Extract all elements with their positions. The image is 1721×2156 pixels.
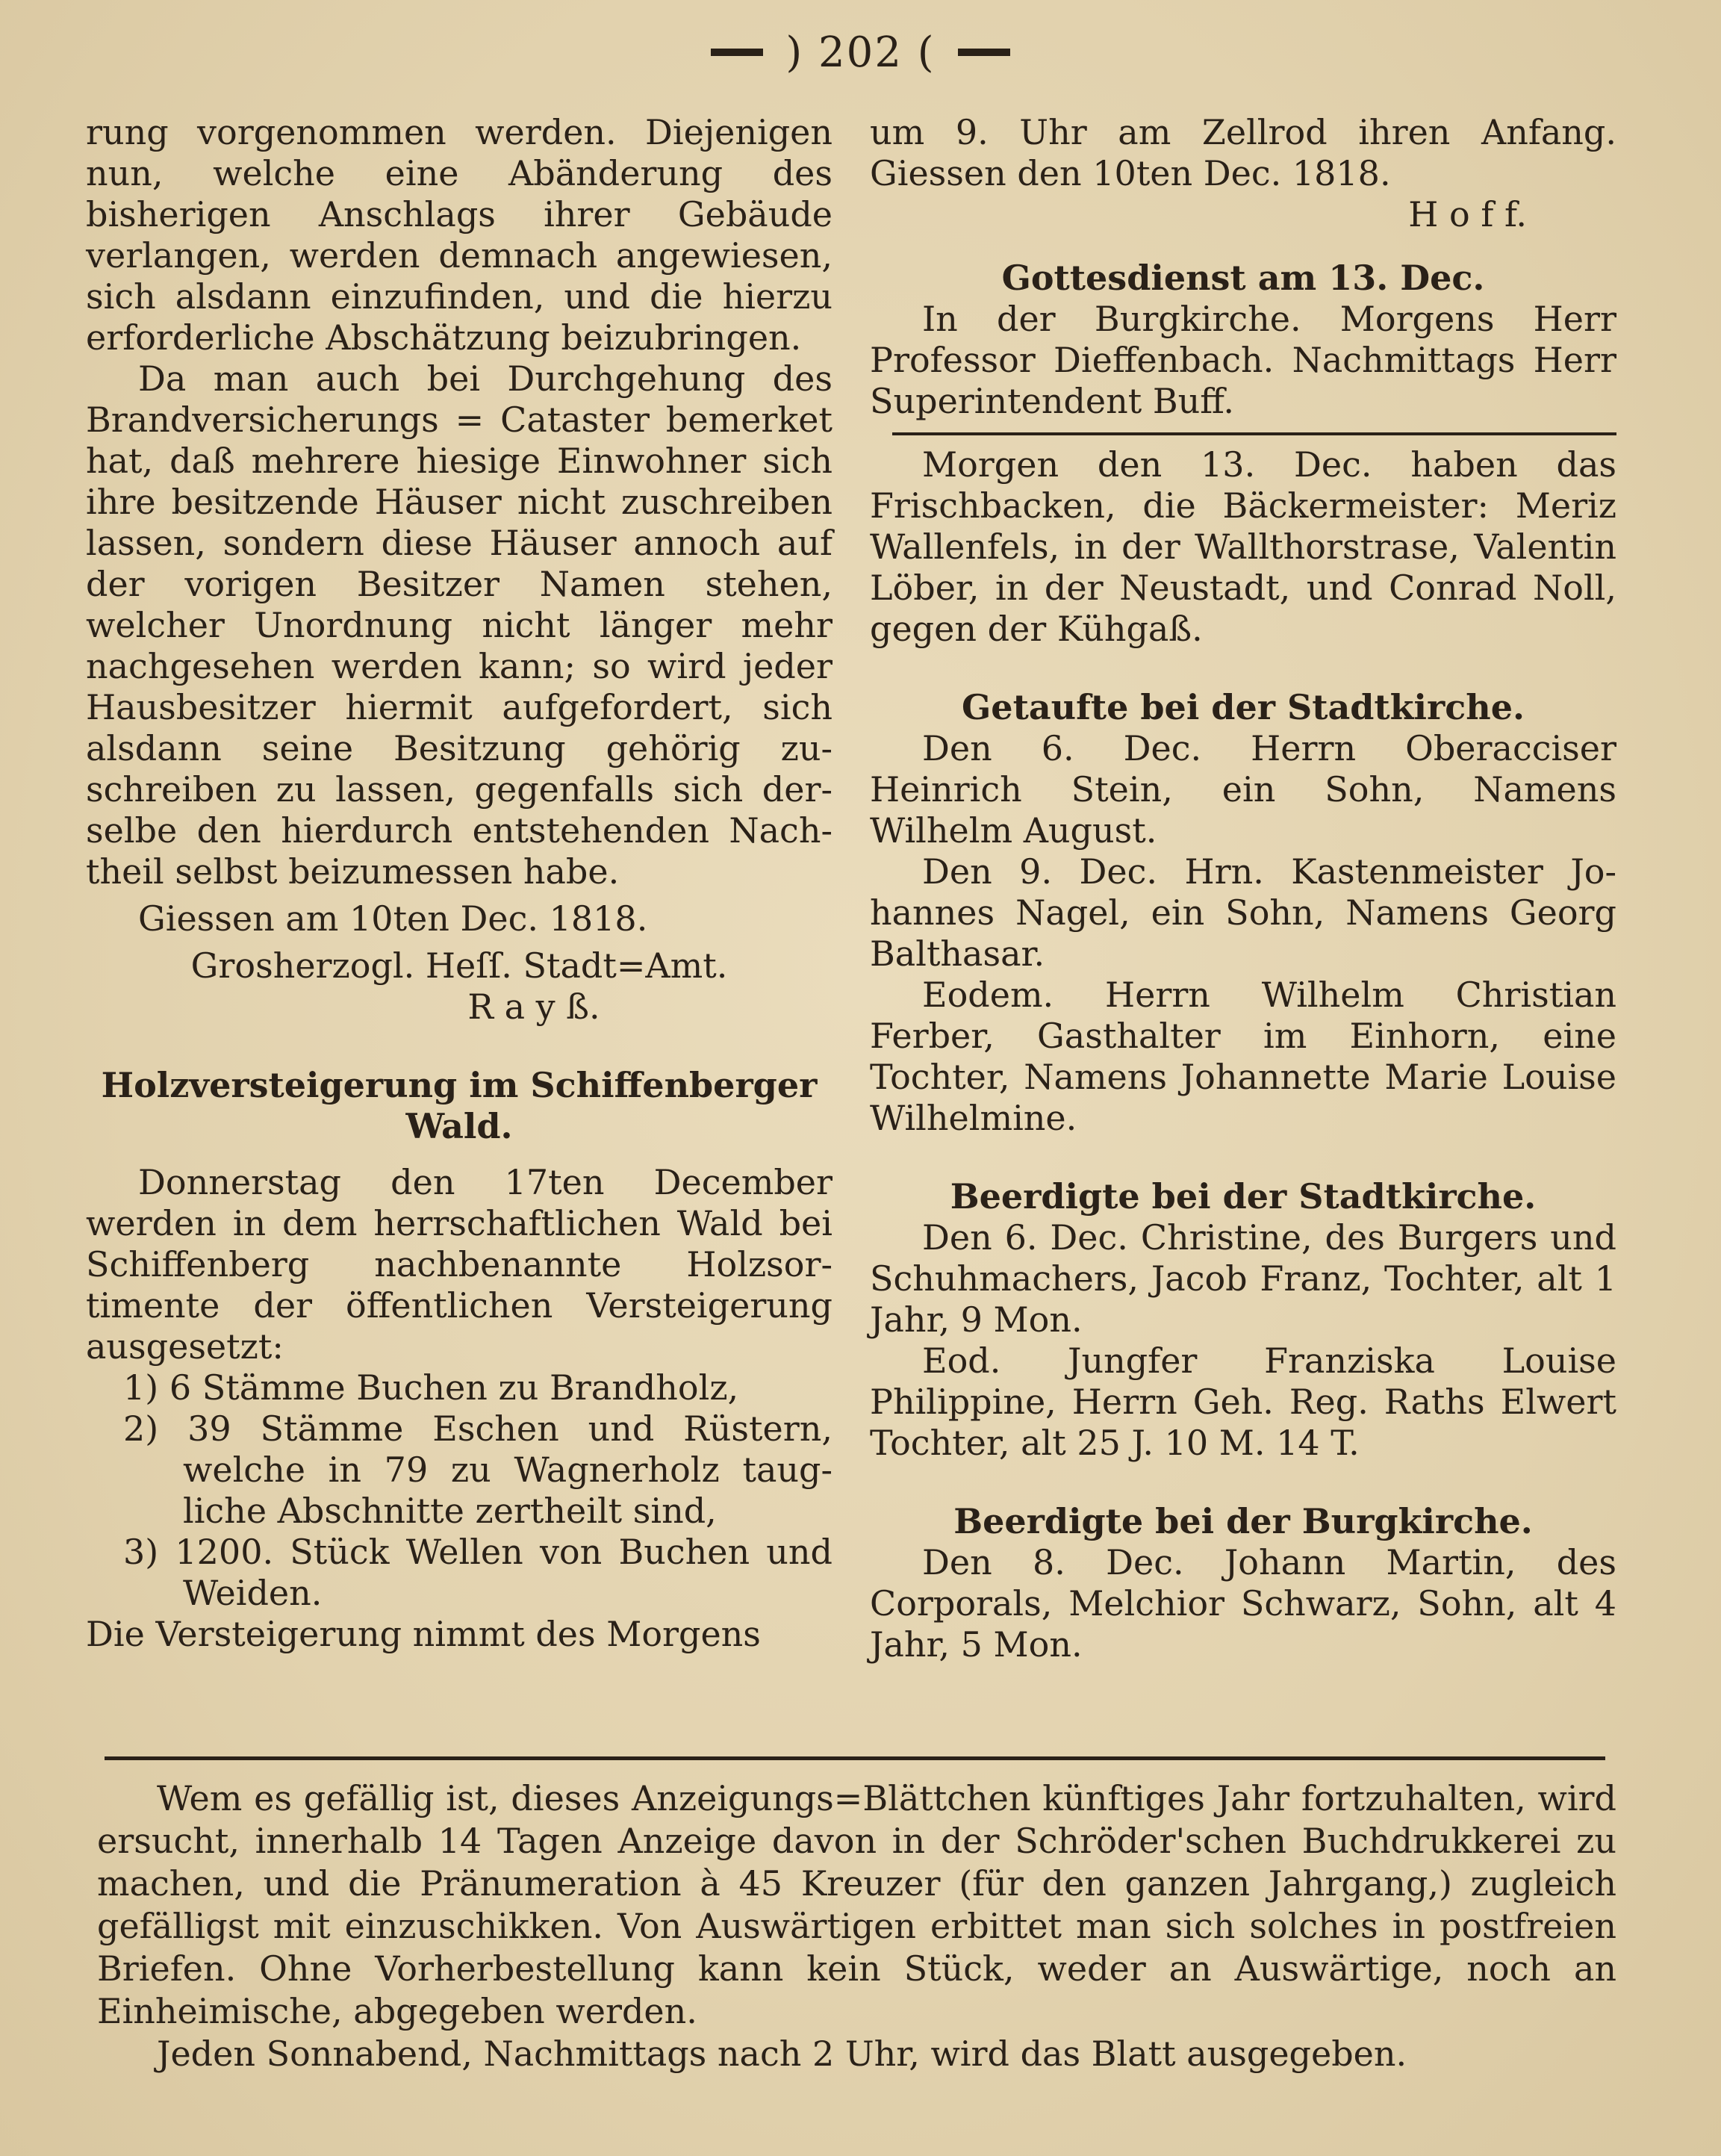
header-dash-right bbox=[958, 49, 1010, 56]
wood-auction-signer: H o f f. bbox=[1408, 194, 1527, 234]
publication-schedule: Jeden Sonnabend, Nachmittags nach 2 Uhr, wird das Blatt ausgegeben. bbox=[157, 2034, 1407, 2074]
baptism-entry: Den 9. Dec. Hrn. Kastenmeister Johannes Nagel, ein Sohn, Namens Georg Balthasar. bbox=[870, 851, 1616, 974]
subscription-notice: Wem es gefällig ist, dieses Anzeigungs=Blättchen künftiges Jahr fortzuhalten, wird ersucht, innerhalb 14 Tagen Anzeige davon in der Schröder'schen Buchdrukkerei zu machen, und die Pränumeration à 45 Kreuzer (für den ganzen Jahrgang,) zugleich gefälligst mit einzuschikken. Von Auswärtigen erbittet man sich solches in postfreien Briefen. Ohne Vorherbestellung kann kein Stück, weder an Auswärtige, noch an Einheimische, abgegeben werden. bbox=[97, 1778, 1616, 2031]
heading-buried-stadtkirche: Beerdigte bei der Stadtkirche. bbox=[950, 1176, 1537, 1217]
wood-item: 3) 1200. Stück Wellen von Buchen und Weiden. bbox=[123, 1532, 833, 1613]
notice-authority: Grosherzogl. Heſſ. Stadt=Amt. bbox=[190, 945, 728, 986]
notice-paragraph-2: Da man auch bei Durchgehung des Brandversicherungs = Cataster bemerket hat, daß mehrere hiesige Einwohner sich ihre besitzende Häuser nicht zuschreiben lassen, sondern diese Häuser annoch auf der vorigen Besitzer Namen stehen, welcher Unordnung nicht länger mehr nachgesehen werden kann; so wird jeder Hausbesitzer hiermit aufgefordert, sich alsdann seine Besitzung gehörig zuschreiben zu lassen, gegenfalls sich derselbe den hierdurch entstehenden Nachtheil selbst beizumessen habe. bbox=[86, 358, 833, 892]
church-service-text: In der Burgkirche. Morgens Herr Professor Dieffenbach. Nachmittags Herr Superintendent Buff. bbox=[870, 299, 1616, 421]
burial-entry: Eod. Jungfer Franziska Louise Philippine, Herrn Geh. Reg. Raths Elwert Tochter, alt 25 J. 10 M. 14 T. bbox=[870, 1340, 1616, 1463]
section-divider bbox=[892, 432, 1616, 435]
notice-signer: R a y ß. bbox=[467, 987, 600, 1027]
heading-wood-auction: Holzversteigerung im Schiffenberger Wald. bbox=[101, 1065, 818, 1146]
wood-item: 2) 39 Stämme Eschen und Rüstern, welche in 79 zu Wagnerholz taugliche Abschnitte zertheilt sind, bbox=[123, 1408, 833, 1531]
wood-items-list bbox=[86, 1367, 833, 1614]
page-header bbox=[0, 22, 1721, 82]
left-column bbox=[86, 112, 833, 1655]
burial-entry: Den 6. Dec. Christine, des Burgers und Schuhmachers, Jacob Franz, Tochter, alt 1 Jahr, 9 Mon. bbox=[870, 1217, 1616, 1340]
bakers-notice: Morgen den 13. Dec. haben das Frischbacken, die Bäckermeister: Meriz Wallenfels, in der Wallthorstrase, Valentin Löber, in der Neustadt, und Conrad Noll, gegen der Kühgaß. bbox=[870, 444, 1616, 649]
notice-paragraph-1: rung vorgenommen werden. Diejenigen nun, welche eine Abänderung des bisherigen Anschlags ihrer Gebäude verlangen, werden demnach angewiesen, sich alsdann einzufinden, und die hierzu erforderliche Abschätzung beizubringen. bbox=[86, 112, 833, 358]
heading-buried-burgkirche: Beerdigte bei der Burgkirche. bbox=[953, 1501, 1533, 1541]
footer-notice bbox=[97, 1777, 1616, 2075]
wood-auction-intro: Donnerstag den 17ten December werden in dem herrschaftlichen Wald bei Schiffenberg nachbenannte Holzsortimente der öffentlichen Versteigerung ausgesetzt: bbox=[86, 1162, 833, 1367]
footer-divider bbox=[105, 1756, 1605, 1760]
heading-baptized: Getaufte bei der Stadtkirche. bbox=[962, 687, 1525, 727]
baptism-entry: Eodem. Herrn Wilhelm Christian Ferber, Gasthalter im Einhorn, eine Tochter, Namens Johannette Marie Louise Wilhelmine. bbox=[870, 975, 1616, 1138]
page-number: ) 202 ( bbox=[785, 28, 936, 77]
baptism-entry: Den 6. Dec. Herrn Oberacciser Heinrich Stein, ein Sohn, Namens Wilhelm August. bbox=[870, 728, 1616, 851]
heading-church-service: Gottesdienst am 13. Dec. bbox=[1001, 258, 1485, 298]
wood-auction-continued: um 9. Uhr am Zellrod ihren Anfang. Giessen den 10ten Dec. 1818. bbox=[870, 112, 1616, 193]
notice-date: Giessen am 10ten Dec. 1818. bbox=[138, 898, 648, 939]
wood-item: 1) 6 Stämme Buchen zu Brandholz, bbox=[123, 1367, 739, 1408]
right-column bbox=[870, 112, 1616, 1665]
header-dash-left bbox=[711, 49, 763, 56]
burial-entry: Den 8. Dec. Johann Martin, des Corporals, Melchior Schwarz, Sohn, alt 4 Jahr, 5 Mon. bbox=[870, 1542, 1616, 1665]
wood-auction-tail: Die Versteigerung nimmt des Morgens bbox=[86, 1614, 761, 1654]
